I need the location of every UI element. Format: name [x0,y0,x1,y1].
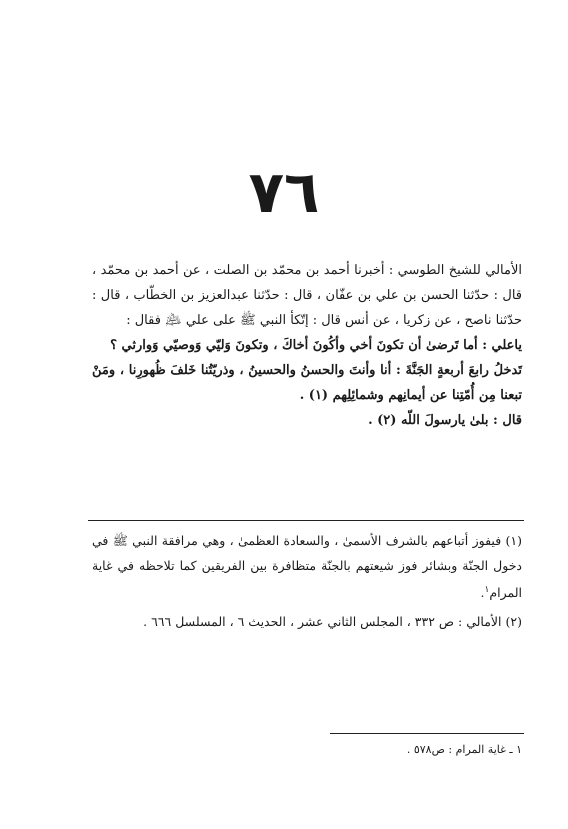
hadith-quote-2: تَدخلُ رابعَ أربعةٍ الجَنَّةَ : أنا وأنتَ والحسنُ والحسينُ ، وذريّتُنا خَلفَ ظُهورِنا ، ومَنْ تبعنا مِن أُمّتِنا عن أيمانِهم وشمائِلِهم (١) . [92,363,522,403]
footnote-2: (٢) الأمالي : ص ٣٣٢ ، المجلس الثاني عشر ، الحديث ٦ ، المسلسل ٦٦٦ . [143,614,522,630]
isnad-paragraph: الأمالي للشيخ الطوسي : أخبرنا أحمد بن محمّد بن الصلت ، عن أحمد بن محمّد ، قال : حدّثنا الحسن بن علي بن عفّان ، قال : حدّثنا عبدالعزيز بن الخطّاب ، قال : حدّثنا ناصح ، عن زكريا ، عن أنس قال : إتّكأ النبي ﷺ على علي ﵇ فقال : [92,263,523,328]
footnote-divider [88,520,524,521]
footnote-1-ref: ١ [484,585,490,595]
footnotes [92,528,522,638]
bottom-divider [330,733,524,734]
page-number: ٧٦ [248,158,320,226]
main-text [92,258,522,433]
bottom-note: ١ ـ غاية المرام : ص٥٧٨ . [406,743,522,756]
hadith-quote-1: ياعلي : أما تَرضىٰ أن تكونَ أخي وأكُونَ أخاكَ ، وتكونَ وَليّي وَوصيّي وَوارثي ؟ [110,338,522,353]
footnote-1-end: . [480,585,485,601]
hadith-quote-3: قال : بلىٰ يارسولَ اللّه (٢) . [368,413,522,428]
footnote-1-text: (١) فيفوز أتباعهم بالشرف الأسمىٰ ، والسعادة العظمىٰ ، وهي مرافقة النبي ﷺ في دخول الجنّة وبشائر فوز شيعتهم بالجنّة متظافرة بين الفريقين كما تلاحظه في غاية المرام [92,533,522,601]
footnote-1 [92,528,522,605]
